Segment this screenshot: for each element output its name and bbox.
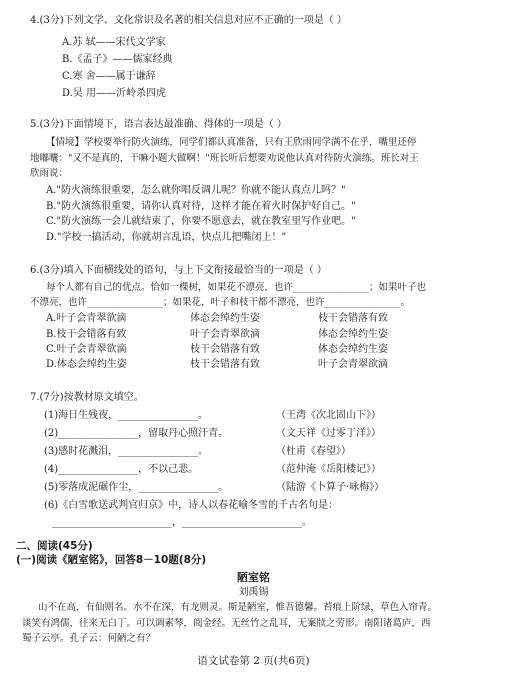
passage-author: 刘禹锡	[238, 587, 269, 598]
q6-option-d-col2: 枝干会错落有致	[190, 359, 260, 370]
q7-item-3-source: （杜甫《春望》）	[276, 446, 351, 457]
q6-option-c-col1: C.叶子会青翠欲滴	[46, 344, 127, 355]
q6-option-c-col2: 枝干会错落有致	[190, 344, 260, 355]
q4-option-c: C.寒 舍——属于谦辞	[62, 71, 156, 82]
passage-line-3: 蜀子云亭。孔子云：何陋之有？	[22, 633, 156, 644]
q4-option-d: D.吴 用——沂岭杀四虎	[62, 88, 167, 99]
page-footer: 语文试卷第 2 页(共6页)	[197, 655, 310, 667]
q6-option-b-col1: B.枝干会错落有致	[46, 329, 127, 340]
q7-item-1-left: (1)海日生残夜，________________。	[44, 410, 209, 421]
q5-context-line-2: 地嘟囔："又不是真的，干嘛小题大做啊！"班长听后想要劝说他认真对待防火演练。班长对王	[30, 153, 419, 164]
passage-line-2: 谈笑有鸿儒，往来无白丁。可以调素琴，阅金经。无丝竹之乱耳，无案牍之劳形。南阳诸葛庐，西	[22, 618, 431, 629]
q7-item-4-source: （范仲淹《岳阳楼记》）	[276, 464, 381, 475]
q6-stem: 6.(3分)填入下面横线处的语句，与上下文衔接最恰当的一项是（ ）	[30, 265, 327, 276]
q6-option-a-col2: 体态会绰约生姿	[190, 313, 260, 324]
section2-heading: 二、阅读(45分)	[16, 540, 93, 552]
section2-subheading: (一)阅读《陋室铭》，回答8－10题(8分)	[16, 554, 207, 566]
q6-option-b-col3: 体态会绰约生姿	[318, 329, 388, 340]
q6-option-b-col2: 叶子会青翠欲滴	[190, 329, 260, 340]
q7-item-2-left: (2)________________，留取丹心照汗青。	[44, 428, 229, 439]
q5-context-line-1: 【情境】学校要举行防火演练，同学们都认真准备，只有王欣雨同学满不在乎，嘴里还停	[46, 137, 417, 148]
q7-item-5-left: (5)零落成泥碾作尘，________________。	[44, 482, 229, 493]
q5-stem: 5.(3分)下面情境下，语言表达最准确、得体的一项是（ ）	[30, 119, 287, 130]
q6-passage-line-2: 不漂亮，也许________________；如果花，叶子和枝干都不漂亮，也许________________。	[30, 297, 411, 308]
q6-option-c-col3: 体态会绰约生姿	[318, 344, 388, 355]
q6-option-d-col1: D.体态会绰约生姿	[46, 359, 127, 370]
passage-line-1: 山不在高，有仙则名。水不在深，有龙则灵。斯是陋室，惟吾德馨。苔痕上阶绿，草色入帘青。	[38, 602, 438, 613]
q7-item-6: (6)《白雪歌送武判官归京》中，诗人以春花喻冬雪的千古名句是：	[44, 500, 339, 511]
q7-stem: 7.(7分)按教材原文填空。	[30, 392, 144, 403]
passage-title: 陋室铭	[237, 571, 270, 584]
q6-option-a-col1: A.叶子会青翠欲滴	[46, 313, 127, 324]
q5-option-b: B."防火演练很重要，请你认真对待，这样才能在着火时保护好自己。"	[46, 201, 356, 212]
q7-item-4-left: (4)________________，不以己悲。	[44, 464, 199, 475]
q7-item-5-source: （陆游《卜算子·咏梅》）	[276, 482, 385, 493]
q5-context-line-3: 欣雨说：	[30, 168, 69, 179]
q7-item-2-source: （文天祥《过零丁洋》）	[276, 428, 381, 439]
q4-stem: 4.(3分)下列文学、文化常识及名著的相关信息对应不正确的一项是（ ）	[30, 15, 347, 26]
q5-option-a: A."防火演练很重要，怎么就你唱反调儿呢？你就不能认真点儿吗？"	[46, 185, 346, 196]
q7-item-1-source: （王湾《次北固山下》）	[276, 410, 381, 421]
q6-option-d-col3: 叶子会青翠欲滴	[318, 359, 388, 370]
q4-option-a: A.苏 轼——宋代文学家	[62, 37, 166, 48]
q7-item-3-left: (3)感时花溅泪，________________。	[44, 446, 209, 457]
q6-option-a-col3: 枝干会错落有致	[318, 313, 388, 324]
q5-option-d: D."学校一搞活动，你就胡言乱语，快点儿把嘴闭上！"	[46, 232, 287, 243]
q7-item-6-blank: ________________________，________________________。	[52, 517, 312, 528]
q5-option-c: C."防火演练一会儿就结束了，你要不愿意去，就在教室里写作业吧。"	[46, 216, 356, 227]
q6-passage-line-1: 每个人都有自己的优点。恰如一棵树，如果花不漂亮，也许________________；如果叶子也	[46, 282, 427, 293]
q4-option-b: B.《孟子》——儒家经典	[62, 54, 173, 65]
